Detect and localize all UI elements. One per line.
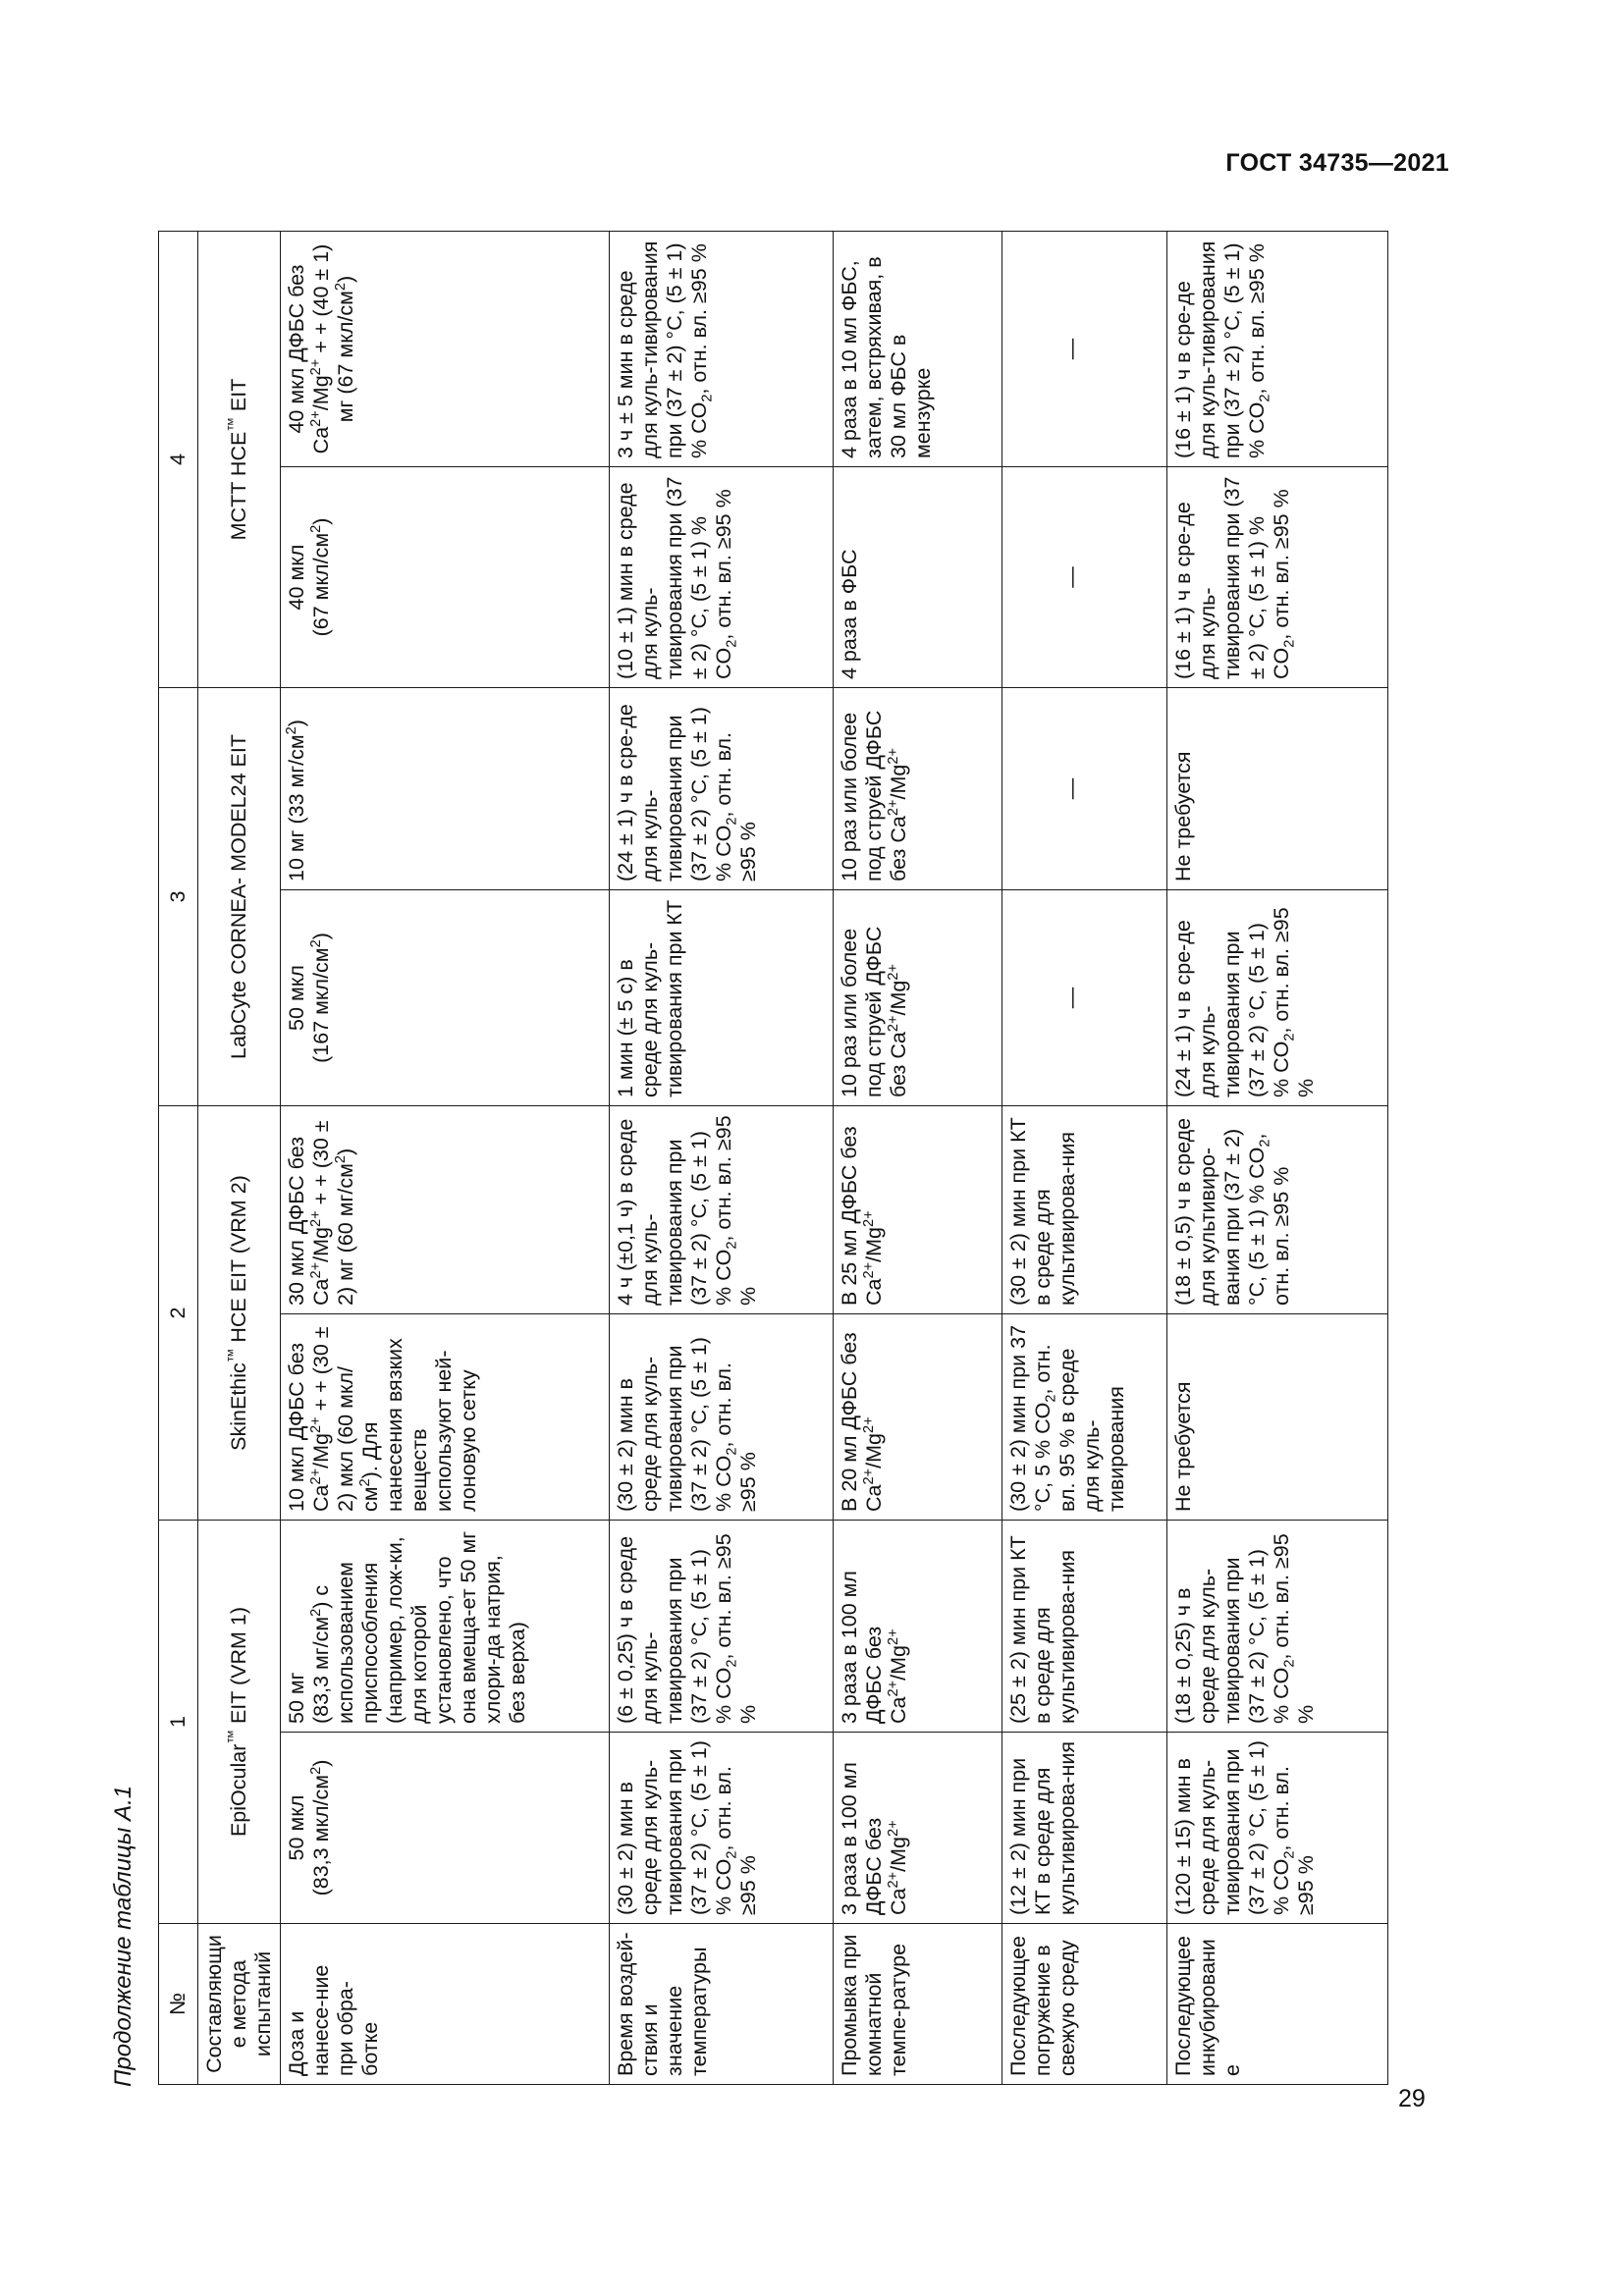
cell-exposure-vrm2-liquid: (30 ± 2) мин в среде для куль-тивирования при (37 ± 2) °C, (5 ± 1) % $CO_2$, отн. вл. ≥95 % xyxy=(610,1314,834,1521)
cell-post-labcyte-liquid: (24 ± 1) ч в сре-де для куль-тивирования при (37 ± 2) °C, (5 ± 1) % $CO_2$, отн. вл. ≥95 % xyxy=(1167,890,1388,1106)
cell-immersion-labcyte-liquid xyxy=(1002,890,1167,1106)
col-number-4: 4 xyxy=(159,232,198,688)
cell-rinse-labcyte-liquid: 10 раз или более под струей ДФБС без $Ca^{2+}/Mg^{2+}$ xyxy=(834,890,1002,1106)
row-label-exposure: Время воздей-ствия и значение температуры xyxy=(610,1924,834,2085)
cell-rinse-mctt-solid: 4 раза в 10 мл ФБС, затем, встряхивая, в 30 мл ФБС в мензурке xyxy=(834,232,1002,467)
col-number-2: 2 xyxy=(159,1106,198,1521)
method-name-vrm2: SkinEthic™ HCE EIT (VRM 2) xyxy=(198,1106,281,1521)
cell-post-vrm2-liquid: Не требуется xyxy=(1167,1314,1388,1521)
cell-exposure-labcyte-liquid: 1 мин (± 5 с) в среде для куль-тивирования при КТ xyxy=(610,890,834,1106)
empty-dash: — xyxy=(1059,566,1083,588)
cell-rinse-vrm2-liquid: В 20 мл ДФБС без $Ca^{2+}/Mg^{2+}$ xyxy=(834,1314,1002,1521)
method-name-mctt: MCTT HCE™ EIT xyxy=(198,232,281,688)
cell-immersion-labcyte-solid xyxy=(1002,688,1167,890)
header-component-cell: Составляющие метода испытаний xyxy=(198,1924,281,2085)
cell-exposure-mctt-liquid: (10 ± 1) мин в среде для куль-тивирования при (37 ± 2) °C, (5 ± 1) % $CO_2$, отн. вл. ≥95 % xyxy=(610,467,834,688)
cell-post-mctt-liquid: (16 ± 1) ч в сре-де для куль-тивирования при (37 ± 2) °C, (5 ± 1) % $CO_2$, отн. вл. ≥95 % xyxy=(1167,467,1388,688)
cell-immersion-vrm1-solid: (25 ± 2) мин при КТ в среде для культивирова-ния xyxy=(1002,1521,1167,1733)
cell-post-vrm1-liquid: (120 ± 15) мин в среде для куль-тивирования при (37 ± 2) °C, (5 ± 1) % $CO_2$, отн. вл. ≥95 % xyxy=(1167,1733,1388,1924)
cell-post-vrm1-solid: (18 ± 0,25) ч в среде для куль-тивирования при (37 ± 2) °C, (5 ± 1) % $CO_2$, отн. вл. ≥95 % xyxy=(1167,1521,1388,1733)
method-name-vrm1: EpiOcular™ EIT (VRM 1) xyxy=(198,1521,281,1924)
empty-dash: — xyxy=(1059,987,1083,1009)
cell-post-vrm2-solid: (18 ± 0,5) ч в среде для культивиро-вания при (37 ± 2) °C, (5 ± 1) % $CO_2$, отн. вл. ≥95 % xyxy=(1167,1106,1388,1314)
col-number-3: 3 xyxy=(159,688,198,1106)
empty-dash: — xyxy=(1059,338,1083,360)
cell-dose-vrm2-liquid: 10 мкл ДФБС без $Ca^{2+}/Mg^{2+}$ + + (30 ± 2) мкл (60 мкл/$см^2$). Для нанесения вязких веществ используют ней-лоновую сетку xyxy=(281,1314,610,1521)
empty-dash: — xyxy=(1059,777,1083,800)
col-number-header: № xyxy=(159,1924,198,2085)
cell-dose-mctt-solid: 40 мкл ДФБС без $Ca^{2+}/Mg^{2+}$ + + (40 ± 1) мг (67 мкл/$см^2$) xyxy=(281,232,610,467)
cell-rinse-vrm1-liquid: 3 раза в 100 мл ДФБС без $Ca^{2+}/Mg^{2+}$ xyxy=(834,1733,1002,1924)
row-label-immersion: Последующее погружение в свежую среду xyxy=(1002,1924,1167,2085)
table-row-rinse xyxy=(834,232,1002,2085)
row-label-rinse: Промывка при комнатной темпе-ратуре xyxy=(834,1924,1002,2085)
cell-immersion-vrm2-solid: (30 ± 2) мин при КТ в среде для культивирова-ния xyxy=(1002,1106,1167,1314)
cell-exposure-vrm2-solid: 4 ч (±0,1 ч) в среде для куль-тивирования при (37 ± 2) °C, (5 ± 1) % $CO_2$, отн. вл. ≥95 % xyxy=(610,1106,834,1314)
cell-rinse-labcyte-solid: 10 раз или более под струей ДФБС без $Ca^{2+}/Mg^{2+}$ xyxy=(834,688,1002,890)
cell-dose-labcyte-liquid: 50 мкл (167 мкл/$см^2$) xyxy=(281,890,610,1106)
table-row-post-incubation xyxy=(1167,232,1388,2085)
method-name-labcyte: LabCyte CORNEA- MODEL24 EIT xyxy=(198,688,281,1106)
cell-dose-labcyte-solid: 10 мг (33 $мг/см^2$) xyxy=(281,688,610,890)
cell-post-mctt-solid: (16 ± 1) ч в сре-де для куль-тивирования при (37 ± 2) °C, (5 ± 1) % $CO_2$, отн. вл. ≥95 % xyxy=(1167,232,1388,467)
row-label-dose: Доза и нанесе-ние при обра-ботке xyxy=(281,1924,610,2085)
standard-code: ГОСТ 34735—2021 xyxy=(1225,149,1449,177)
col-number-1: 1 xyxy=(159,1521,198,1924)
cell-rinse-mctt-liquid: 4 раза в ФБС xyxy=(834,467,1002,688)
cell-dose-vrm1-liquid: 50 мкл (83,3 мкл/$см^2$) xyxy=(281,1733,610,1924)
row-label-post-incubation: Последующее инкубирование xyxy=(1167,1924,1388,2085)
cell-post-labcyte-solid: Не требуется xyxy=(1167,688,1388,890)
cell-immersion-mctt-liquid xyxy=(1002,467,1167,688)
methods-comparison-table xyxy=(158,231,1388,2085)
cell-dose-vrm2-solid: 30 мкл ДФБС без $Ca^{2+}/Mg^{2+}$ + + (30 ± 2) мг (60 $мг/см^2$) xyxy=(281,1106,610,1314)
cell-exposure-vrm1-liquid: (30 ± 2) мин в среде для куль-тивирования при (37 ± 2) °C, (5 ± 1) % $CO_2$, отн. вл. ≥95 % xyxy=(610,1733,834,1924)
cell-immersion-vrm2-liquid: (30 ± 2) мин при 37 °C, 5 % $CO_2$, отн. вл. 95 % в среде для куль-тивирования xyxy=(1002,1314,1167,1521)
cell-dose-vrm1-solid: 50 мг (83,3 $мг/см^2$) с использованием приспособления (например, лож-ки, для которой установлено, что она вмеща-ет 50 мг хлори-да натрия, без верха) xyxy=(281,1521,610,1733)
cell-dose-mctt-liquid: 40 мкл (67 мкл/$см^2$) xyxy=(281,467,610,688)
cell-immersion-vrm1-liquid: (12 ± 2) мин при КТ в среде для культивирова-ния xyxy=(1002,1733,1167,1924)
cell-exposure-mctt-solid: 3 ч ± 5 мин в среде для куль-тивирования при (37 ± 2) °C, (5 ± 1) % $CO_2$, отн. вл. ≥95 % xyxy=(610,232,834,467)
cell-rinse-vrm1-solid: 3 раза в 100 мл ДФБС без $Ca^{2+}/Mg^{2+}$ xyxy=(834,1521,1002,1733)
table-row-dose xyxy=(281,232,610,2085)
table-continuation-caption: Продолжение таблицы А.1 xyxy=(110,1785,136,2087)
table-row-immersion xyxy=(1002,232,1167,2085)
rotated-table-container xyxy=(158,232,1385,2085)
cell-exposure-labcyte-solid: (24 ± 1) ч в сре-де для куль-тивирования при (37 ± 2) °C, (5 ± 1) % $CO_2$, отн. вл. ≥95 % xyxy=(610,688,834,890)
table-row-exposure xyxy=(610,232,834,2085)
method-name-row xyxy=(198,232,281,2085)
cell-exposure-vrm1-solid: (6 ± 0,25) ч в среде для куль-тивирования при (37 ± 2) °C, (5 ± 1) % $CO_2$, отн. вл. ≥95 % xyxy=(610,1521,834,1733)
cell-rinse-vrm2-solid: В 25 мл ДФБС без $Ca^{2+}/Mg^{2+}$ xyxy=(834,1106,1002,1314)
column-number-row xyxy=(159,232,198,2085)
page-number: 29 xyxy=(1398,2085,1426,2112)
cell-immersion-mctt-solid xyxy=(1002,232,1167,467)
